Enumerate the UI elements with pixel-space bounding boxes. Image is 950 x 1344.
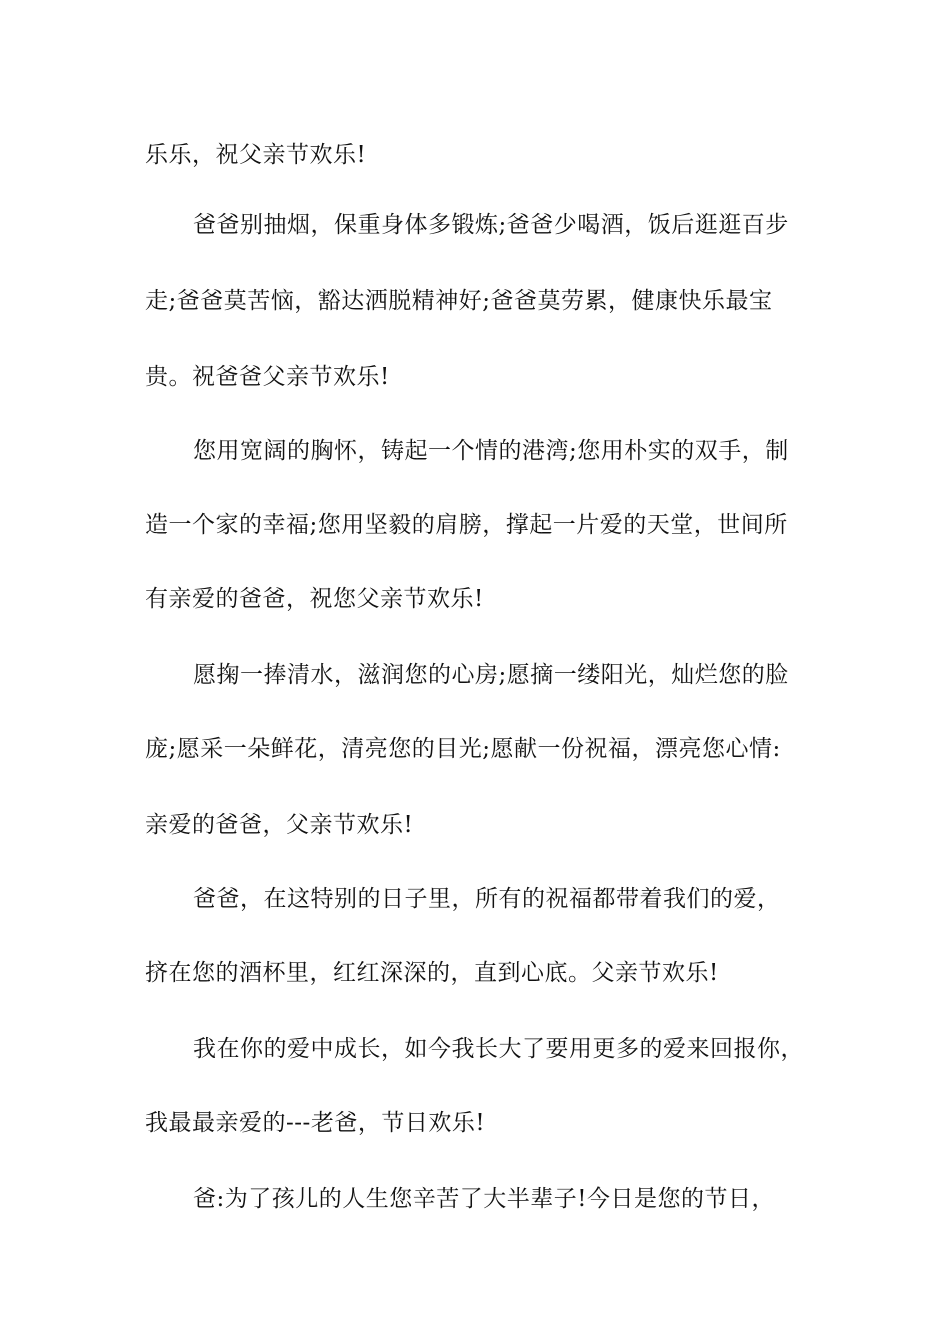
text-line: 爸爸，在这特别的日子里，所有的祝福都带着我们的爱， <box>193 886 781 912</box>
text-line: 愿掬一捧清水，滋润您的心房;愿摘一缕阳光，灿烂您的脸 <box>193 662 789 688</box>
text-line: 爸:为了孩儿的人生您辛苦了大半辈子!今日是您的节日， <box>193 1186 775 1212</box>
text-line: 挤在您的酒杯里，红红深深的，直到心底。父亲节欢乐! <box>145 960 719 986</box>
text-line: 走;爸爸莫苦恼，豁达洒脱精神好;爸爸莫劳累，健康快乐最宝 <box>145 288 773 314</box>
text-line: 您用宽阔的胸怀，铸起一个情的港湾;您用朴实的双手，制 <box>193 438 789 464</box>
text-line: 庞;愿采一朵鲜花，清亮您的目光;愿献一份祝福，漂亮您心情: <box>145 736 781 762</box>
text-line: 爸爸别抽烟，保重身体多锻炼;爸爸少喝酒，饭后逛逛百步 <box>193 212 789 238</box>
text-line: 有亲爱的爸爸，祝您父亲节欢乐! <box>145 586 484 612</box>
text-line: 造一个家的幸福;您用坚毅的肩膀，撑起一片爱的天堂，世间所 <box>145 512 788 538</box>
text-line: 我最最亲爱的---老爸，节日欢乐! <box>145 1110 486 1136</box>
text-line: 乐乐，祝父亲节欢乐! <box>145 142 367 168</box>
text-line: 我在你的爱中成长，如今我长大了要用更多的爱来回报你， <box>193 1036 804 1062</box>
text-line: 贵。祝爸爸父亲节欢乐! <box>145 364 390 390</box>
text-line: 亲爱的爸爸，父亲节欢乐! <box>145 812 414 838</box>
